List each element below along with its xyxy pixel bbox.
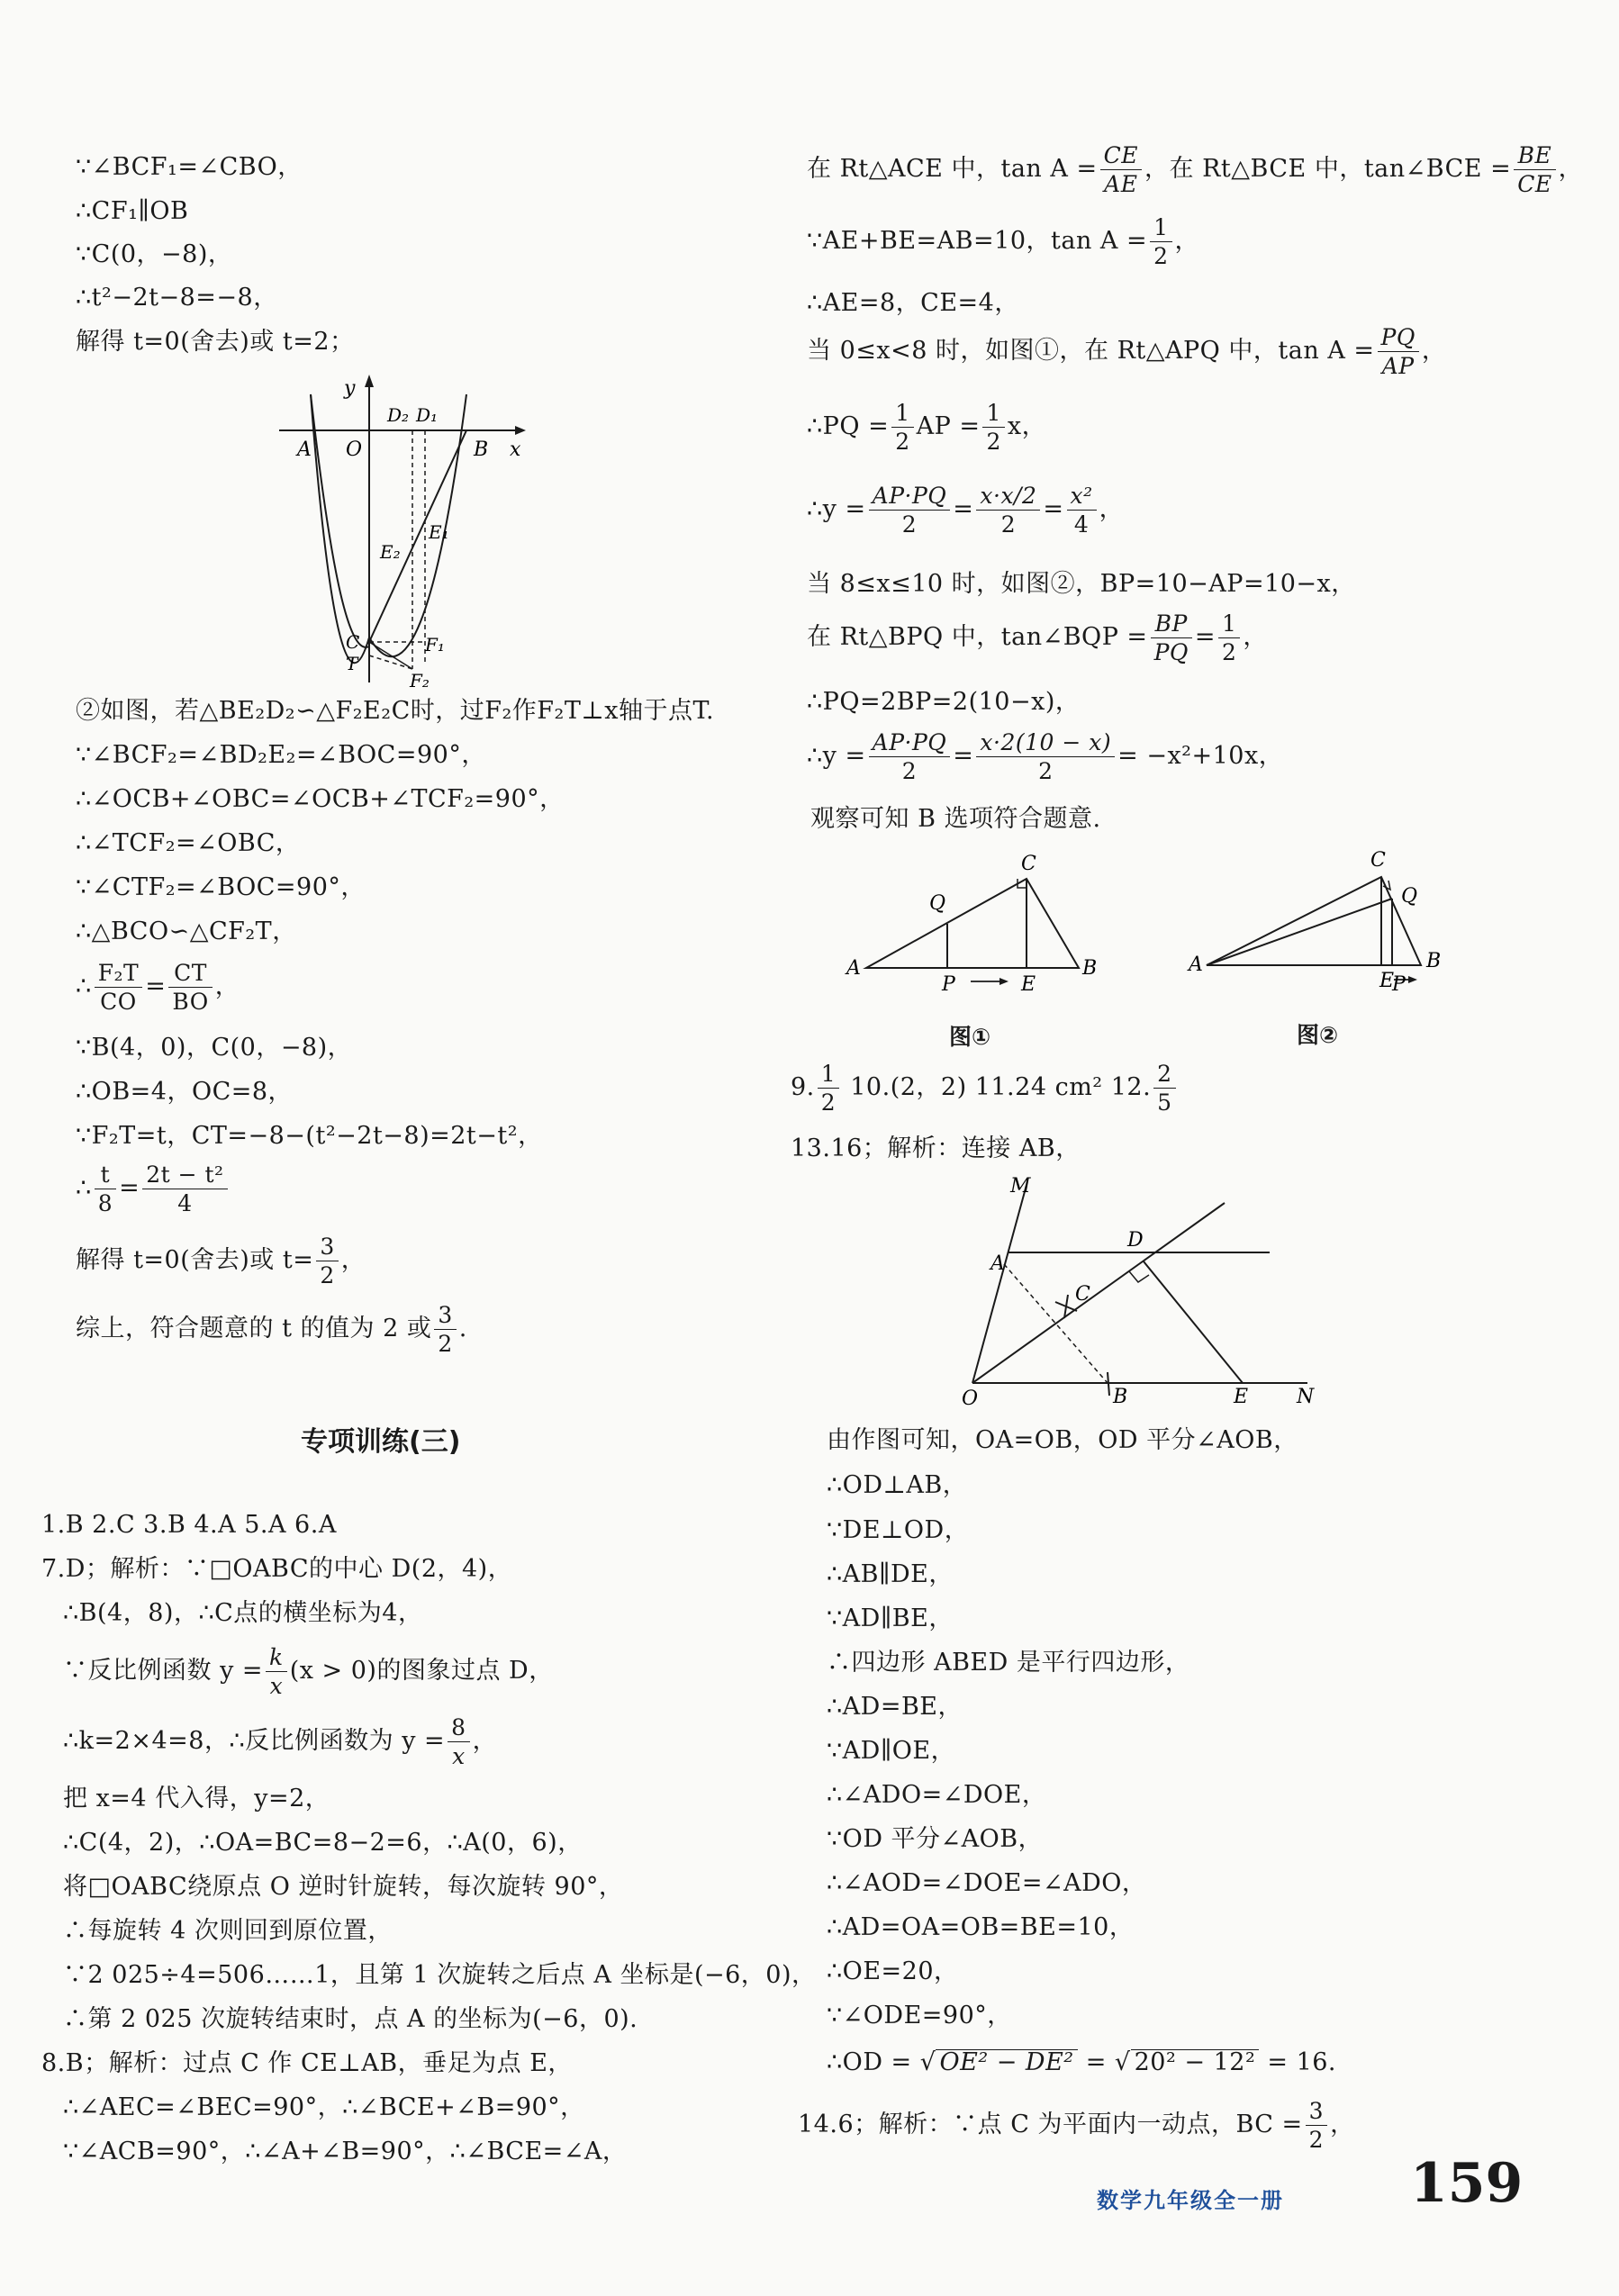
point-label: Q xyxy=(929,892,946,915)
line: 当 8≤x≤10 时，如图②，BP=10−AP=10−x， xyxy=(807,570,1356,598)
section-title: 专项训练(三) xyxy=(301,1426,461,1458)
triangle-figure-1 xyxy=(837,846,1126,999)
line: ∴△BCO∽△CF₂T， xyxy=(76,917,297,945)
line: ∴CF₁∥OB xyxy=(76,197,189,225)
fraction-line: ∴y = $\frac{AP\cdot PQ}{2}$ = $\frac{x\cdot x/2}{2}$ = $\frac{\text{x²}}{4}$ ， xyxy=(807,483,1125,538)
line: 解得 t=0(舍去)或 t=2； xyxy=(76,328,355,356)
line: ∴OB=4，OC=8， xyxy=(76,1078,294,1106)
line: ∴四边形 ABED 是平行四边形， xyxy=(827,1649,1190,1677)
line: ∵∠ODE=90°， xyxy=(827,2002,1012,2029)
point-label: B xyxy=(1426,950,1442,972)
fraction-line: ∴ $\frac{t}{8}$ = $\frac{\text{2t − t²}}{4}$ xyxy=(76,1163,231,1215)
point-label: A xyxy=(990,1252,1005,1275)
point-label: D₂ xyxy=(387,404,410,426)
line: ∵DE⊥OD， xyxy=(827,1516,970,1544)
fraction-line: ∴k=2×4=8，∴反比例函数为 y = $\frac{8}{x}$ ， xyxy=(63,1714,498,1769)
point-label: C xyxy=(1370,849,1386,872)
line: 把 x=4 代入得，y=2， xyxy=(63,1785,330,1812)
fraction-line: ∵反比例函数 y = $\frac{k}{x}$ (x > 0)的图象过点 D， xyxy=(63,1644,554,1699)
line: ∵2 025÷4=506……1，且第 1 次旋转之后点 A 坐标是(−6，0)， xyxy=(63,1961,817,1989)
line: ∴第 2 025 次旋转结束时，点 A 的坐标为(−6，0). xyxy=(63,2005,638,2033)
point-label: B xyxy=(1082,957,1098,980)
footer-subject: 数学九年级全一册 xyxy=(1097,2188,1284,2213)
line: ∴C(4，2)，∴OA=BC=8−2=6，∴A(0，6)， xyxy=(63,1829,583,1857)
point-label: E xyxy=(1234,1386,1249,1408)
axis-label-y: y xyxy=(344,377,356,400)
point-label: A xyxy=(846,957,861,980)
line: ∴AB∥DE， xyxy=(827,1560,954,1588)
point-label: A xyxy=(297,438,312,461)
point-label: F₂ xyxy=(410,670,430,692)
point-label: B xyxy=(474,438,489,461)
line: ∵C(0，−8)， xyxy=(76,240,233,268)
line: ∴OE=20， xyxy=(827,1957,959,1985)
line: ∴∠AOD=∠DOE=∠ADO， xyxy=(827,1869,1147,1897)
figure-caption: 图① xyxy=(949,1024,991,1050)
fraction-line: ∴PQ = $\frac{1}{2}$ AP = $\frac{1}{2}$ x， xyxy=(807,400,1047,455)
line: ∵∠CTF₂=∠BOC=90°， xyxy=(76,873,366,901)
figure-caption: 图② xyxy=(1297,1022,1339,1048)
point-label: O xyxy=(346,438,363,461)
point-label: Q xyxy=(1401,885,1418,908)
point-label: D₁ xyxy=(416,404,439,426)
line: 由作图可知，OA=OB，OD 平分∠AOB， xyxy=(827,1426,1298,1454)
fraction-line: 在 Rt△BPQ 中，tan∠BQP = $\frac{BP}{PQ}$ = $\frac{1}{2}$ ， xyxy=(807,610,1268,665)
fraction-line: ∴ $\frac{\text{F₂T}}{CO}$ = $\frac{CT}{BO}$ ， xyxy=(76,960,240,1015)
line: 13.16；解析：连接 AB， xyxy=(791,1134,1081,1162)
point-label: O xyxy=(962,1388,979,1410)
point-label: E xyxy=(1021,973,1036,996)
point-label: N xyxy=(1297,1386,1315,1408)
line: ∴t²−2t−8=−8， xyxy=(76,284,278,312)
line: ∴AE=8，CE=4， xyxy=(807,289,1019,317)
fraction-line: 解得 t=0(舍去)或 t= $\frac{3}{2}$ ， xyxy=(76,1234,366,1288)
fraction-line: 当 0≤x<8 时，如图①，在 Rt△APQ 中，tan A = $\frac{PQ}{AP}$ ， xyxy=(807,324,1447,379)
sqrt-line: ∴OD = √ OE² − DE² = √ 20² − 12² = 16. xyxy=(827,2048,1337,2076)
fraction-line: 14.6；解析：∵点 C 为平面内一动点，BC = $\frac{3}{2}$ ， xyxy=(798,2098,1355,2153)
line: ∴∠AEC=∠BEC=90°，∴∠BCE+∠B=90°， xyxy=(63,2093,585,2121)
line: ②如图，若△BE₂D₂∽△F₂E₂C时，过F₂作F₂T⊥x轴于点T. xyxy=(76,697,715,725)
line: ∴每旋转 4 次则回到原位置， xyxy=(63,1917,393,1945)
line: ∴AD=OA=OB=BE=10， xyxy=(827,1913,1135,1941)
line: ∵OD 平分∠AOB， xyxy=(827,1825,1044,1853)
point-label: E xyxy=(1379,970,1395,992)
line: ∴AD=BE， xyxy=(827,1693,963,1721)
point-label: D xyxy=(1127,1229,1144,1252)
line: ∴OD⊥AB， xyxy=(827,1471,968,1499)
parabola-figure xyxy=(270,367,540,692)
line: ∵∠BCF₁=∠CBO， xyxy=(76,153,303,181)
line: ∴PQ=2BP=2(10−x)， xyxy=(807,688,1081,716)
fraction-line: ∴y = $\frac{AP\cdot PQ}{2}$ = $\frac{x\cdot 2(10 - x)}{2}$ = −x²+10x， xyxy=(807,729,1284,784)
line: ∴∠OCB+∠OBC=∠OCB+∠TCF₂=90°， xyxy=(76,785,565,813)
point-label: C xyxy=(346,631,360,653)
line: 7.D；解析：∵□OABC的中心 D(2，4)， xyxy=(41,1555,513,1583)
line: 8.B；解析：过点 C 作 CE⊥AB，垂足为点 E， xyxy=(41,2049,573,2077)
line: 将□OABC绕原点 O 逆时针旋转，每次旋转 90°， xyxy=(63,1873,624,1901)
line: ∴∠TCF₂=∠OBC， xyxy=(76,829,301,857)
axis-label-x: x xyxy=(510,438,521,461)
line: ∵AD∥BE， xyxy=(827,1604,954,1632)
line: ∵∠BCF₂=∠BD₂E₂=∠BOC=90°， xyxy=(76,741,486,769)
fraction-line: ∵AE+BE=AB=10，tan A = $\frac{1}{2}$ ， xyxy=(807,214,1200,269)
page-number: 159 xyxy=(1410,2152,1524,2215)
triangle-figure-2 xyxy=(1180,846,1468,999)
line: 观察可知 B 选项符合题意. xyxy=(810,805,1101,833)
point-label: E₁ xyxy=(429,521,449,543)
line: ∵∠ACB=90°，∴∠A+∠B=90°，∴∠BCE=∠A， xyxy=(63,2138,628,2165)
line: ∵B(4，0)，C(0，−8)， xyxy=(76,1034,353,1062)
line: ∵F₂T=t，CT=−8−(t²−2t−8)=2t−t²， xyxy=(76,1122,543,1150)
point-label: F₁ xyxy=(425,634,445,655)
point-label: C xyxy=(1021,853,1036,875)
fraction-line: 9. $\frac{1}{2}$ 10.(2，2) 11.24 cm² 12. $\frac{2}{5}$ xyxy=(791,1062,1179,1114)
point-label: E₂ xyxy=(380,541,401,563)
point-label: A xyxy=(1189,954,1203,976)
line: ∴∠ADO=∠DOE， xyxy=(827,1781,1047,1809)
point-label: C xyxy=(1075,1283,1090,1306)
fraction-line: 在 Rt△ACE 中，tan A = $\frac{CE}{AE}$ ，在 Rt△BCE 中，tan∠BCE = $\frac{BE}{CE}$ ， xyxy=(807,142,1584,197)
line: ∴B(4，8)，∴C点的横坐标为4， xyxy=(63,1599,423,1627)
construction-figure xyxy=(954,1176,1333,1410)
point-label: T xyxy=(346,653,358,674)
point-label: P xyxy=(942,973,955,996)
line: ∵AD∥OE， xyxy=(827,1737,956,1765)
fraction-line: 综上，符合题意的 t 的值为 2 或 $\frac{3}{2}$ . xyxy=(76,1302,467,1357)
line: 1.B 2.C 3.B 4.A 5.A 6.A xyxy=(41,1511,337,1539)
point-label: B xyxy=(1113,1386,1128,1408)
point-label: M xyxy=(1010,1176,1031,1198)
point-label: P xyxy=(1392,973,1406,996)
